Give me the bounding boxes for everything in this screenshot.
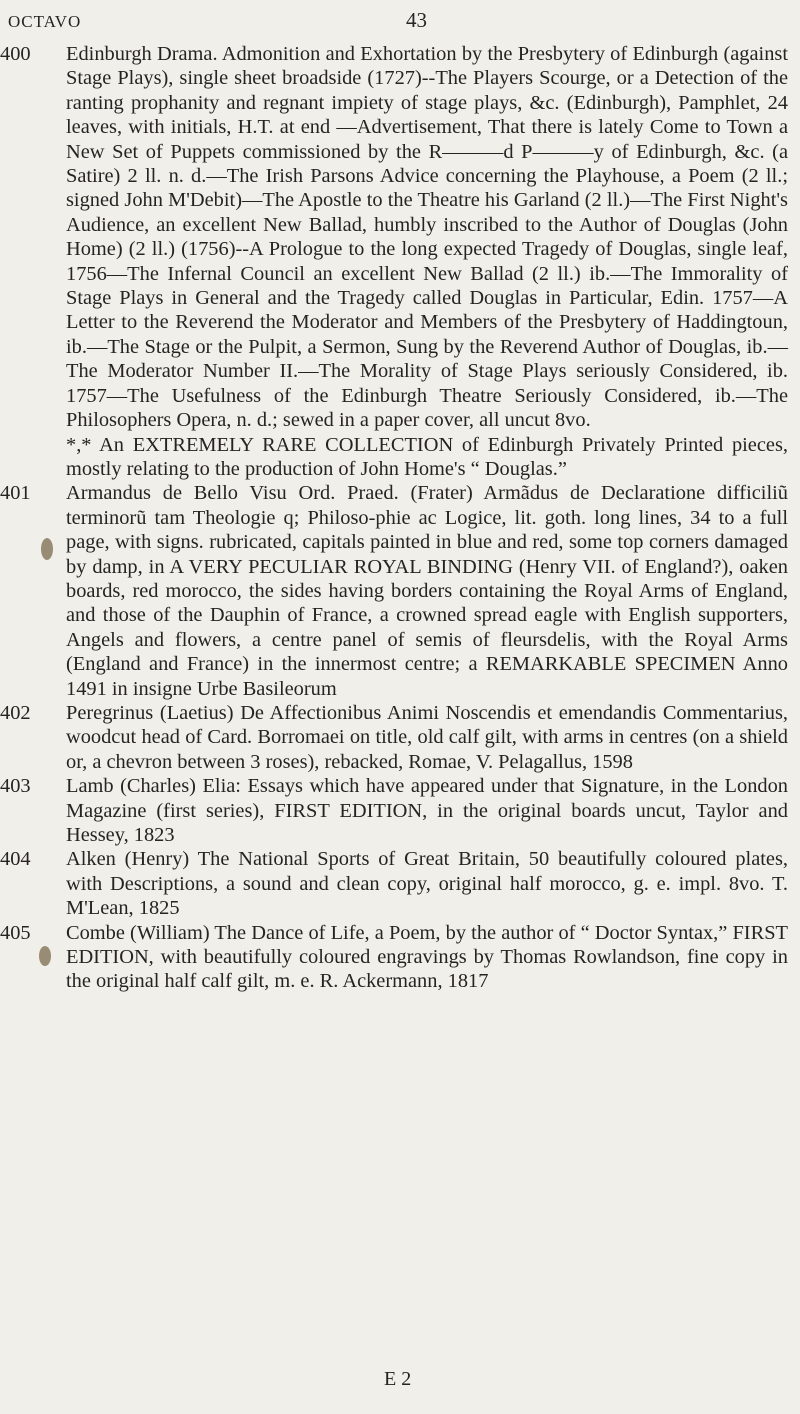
lot-number: 400 [0,43,31,65]
catalogue-entry [0,774,800,847]
entry-text: Combe (William) The Dance of Life, a Poem, by the author of “ Doctor Syntax,” FIRST EDITION, with beautifully coloured engravings by Thomas Rowlandson, fine copy in the original half calf gilt, m. e. R. Ackermann, 1817 [66,921,788,993]
entry-text: Alken (Henry) The National Sports of Great Britain, 50 beautifully coloured plates, with Descriptions, a sound and clean copy, original half morocco, g. e. impl. 8vo. T. M'Lean, 1825 [66,848,788,920]
entry-text: Armandus de Bello Visu Ord. Praed. (Frater) Armãdus de Declaratione difficiliũ terminorũ tam Theologie q; Philoso-phie ac Logice, lit. goth. long lines, 34 to a full page, with signs. rubricated, capitals painted in blue and red, some top corners damaged by damp, in A VERY PECULIAR ROYAL BINDING (Henry VII. of England?), oaken boards, red morocco, the sides having borders containing the Royal Arms of England, and those of the Dauphin of France, a crowned spread eagle with English supporters, Angels and flowers, a centre panel of semis of fleursdelis, with the Royal Arms (England and France) in the innermost centre; a REMARKABLE SPECIMEN Anno 1491 in insigne Urbe Basileorum [66,482,788,700]
page-number: 43 [406,8,427,32]
lot-number: 403 [0,775,31,798]
lot-number: 402 [0,701,31,724]
catalogue-entry [0,701,800,774]
catalogue-entry [0,921,800,994]
entry-text: Edinburgh Drama. Admonition and Exhortation by the Presbytery of Edinburgh (against Stage Plays), single sheet broadside (1727)--The Players Scourge, or a Detection of the ranting prophanity and regnant impiety of stage plays, &c. (Edinburgh), Pamphlet, 24 leaves, with initials, H.T. at end —Advertisement, That there is lately Come to Town a New Set of Puppets commissioned by the R———d P———y of Edinburgh, &c. (a Satire) 2 ll. n. d.—The Irish Parsons Advice concerning the Playhouse, a Poem (2 ll.; signed John M'Debit)—The Apostle to the Theatre his Garland (2 ll.)—The First Night's Audience, an excellent New Ballad, humbly inscribed to the Author of Douglas (John Home) (2 ll.) (1756)--A Prologue to the long expected Tragedy of Douglas, single leaf, 1756—The Infernal Council an excellent New Ballad (2 ll.) ib.—The Immorality of Stage Plays in General and the Tragedy called Douglas in Particular, Edin. 1757—A Letter to the Reverend the Moderator and Members of the Presbytery of Haddingtoun, ib.—The Stage or the Pulpit, a Sermon, Sung by the Reverend Author of Douglas, ib.—The Moderator Number II.—The Morality of Stage Plays seriously Considered, ib. 1757—The Usefulness of the Edinburgh Theatre Seriously Considered, ib.—The Philosophers Opera, n. d.; sewed in a paper cover, all uncut 8vo. [66,43,788,432]
entry-text: Lamb (Charles) Elia: Essays which have appeared under that Signature, in the London Magazine (first series), FIRST EDITION, in the original boards uncut, Taylor and Hessey, 1823 [66,775,788,846]
lot-number: 404 [0,848,31,871]
entry-note: *,* An EXTREMELY RARE COLLECTION of Edinburgh Privately Printed pieces, mostly relating to the production of John Home's “ Douglas.” [66,433,788,480]
running-head: OCTAVO [8,12,82,31]
entry-text: Peregrinus (Laetius) De Affectionibus Animi Noscendis et emendandis Commentarius, woodcut head of Card. Borromaei on title, old calf gilt, with arms in centres (on a shield or, a chevron between 3 roses), rebacked, Romae, V. Pelagallus, 1598 [66,701,788,773]
signature-mark: E 2 [384,1368,412,1390]
page-header [0,6,800,34]
catalogue-entry [0,42,800,481]
catalogue-entry [0,481,800,701]
lot-number: 401 [0,482,31,505]
catalogue-entries [0,42,800,994]
lot-number: 405 [0,921,31,944]
catalogue-entry [0,847,800,920]
